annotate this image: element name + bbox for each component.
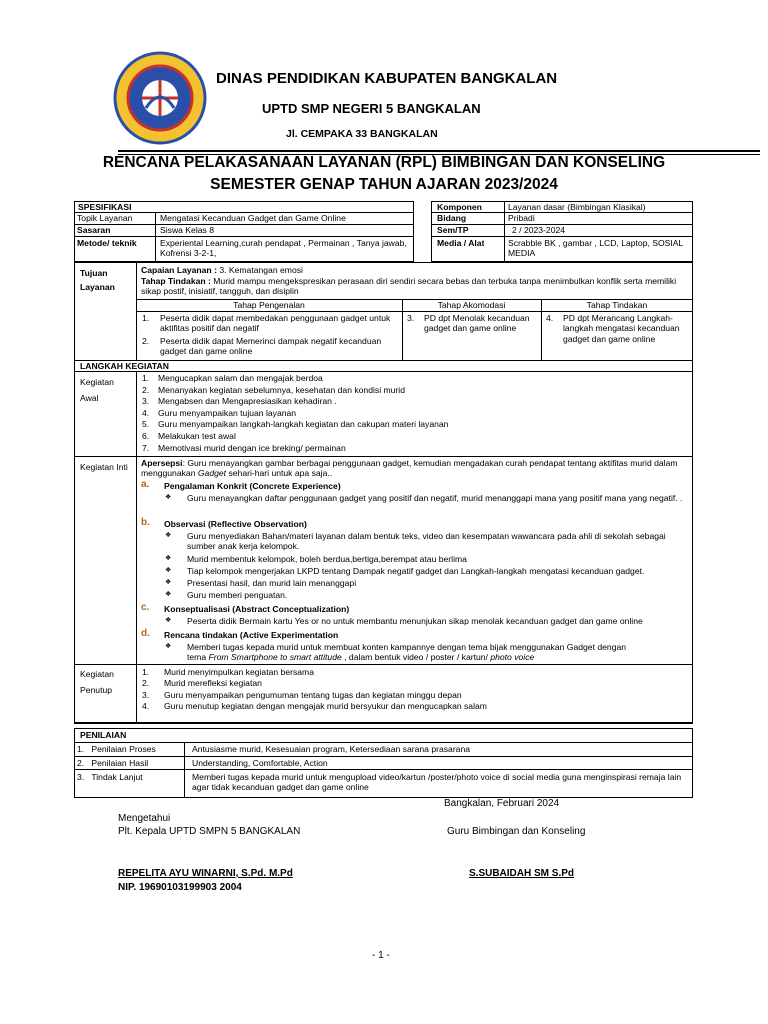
section-a-title: Pengalaman Konkrit (Concrete Experience) bbox=[164, 481, 341, 491]
list-number: 2. bbox=[142, 384, 150, 395]
metode-label: Metode/ teknik bbox=[77, 238, 137, 248]
letter-a: a. bbox=[141, 479, 150, 490]
section-c-title: Konseptualisasi (Abstract Conceptualization) bbox=[164, 604, 350, 614]
num: 1. bbox=[142, 313, 150, 323]
sasaran-value: Siswa Kelas 8 bbox=[160, 225, 214, 235]
grid-line bbox=[74, 769, 693, 770]
tujuan-label: Tujuan Layanan bbox=[80, 268, 115, 292]
grid-line bbox=[74, 756, 693, 757]
a-item-1: Guru menayangkan daftar penggunaan gadget yang positif dan negatif, murid menanggapi mana yang positif mana yang negatif. . bbox=[187, 493, 683, 503]
d-italic-1: From Smartphone to smart attitude bbox=[208, 652, 342, 663]
page-number: - 1 - bbox=[372, 950, 390, 961]
num: 3. bbox=[407, 313, 415, 323]
topik-value: Mengatasi Kecanduan Gadget dan Game Online bbox=[160, 213, 346, 223]
left-signer-name: REPELITA AYU WINARNI, S.Pd. M.Pd bbox=[118, 868, 293, 879]
right-role: Guru Bimbingan dan Konseling bbox=[447, 826, 586, 837]
diamond-bullet-icon: ❖ bbox=[165, 494, 172, 501]
awal-item: Melakukan test awal bbox=[158, 431, 236, 441]
c-item-1: Peserta didik Bermain kartu Yes or no untuk membantu menunjukan sikap menolak kecanduan gadget dan game online bbox=[187, 616, 643, 626]
diamond-bullet-icon: ❖ bbox=[165, 591, 172, 598]
tahap-tindakan-label: Tahap Tindakan : bbox=[141, 276, 211, 286]
left-role: Plt. Kepala UPTD SMPN 5 BANGKALAN bbox=[118, 826, 301, 837]
pengenalan-1: Peserta didik dapat membedakan penggunaan gadget untuk aktifitas positif dan negatif bbox=[160, 313, 391, 334]
penilaian-label: PENILAIAN bbox=[80, 730, 127, 740]
penutup-label: Kegiatan Penutup bbox=[80, 669, 114, 695]
grid-line bbox=[431, 236, 693, 237]
komponen-value: Layanan dasar (Bimbingan Klasikal) bbox=[508, 202, 646, 212]
list-number: 3. bbox=[142, 396, 150, 407]
penilaian-row1-name bbox=[77, 744, 156, 754]
list-number: 5. bbox=[142, 419, 150, 430]
semtp-label: Sem/TP bbox=[437, 225, 469, 235]
diamond-bullet-icon: ❖ bbox=[165, 617, 172, 624]
school-logo bbox=[112, 50, 208, 146]
apersepsi-body: : Guru menayangkan gambar berbagai penggunaan gadget, kemudian mengadakan curah pendapat tentang aktifitas murid dalam menggunakan bbox=[141, 458, 678, 479]
capaian-value: 3. Kematangan emosi bbox=[219, 265, 303, 275]
document-title-line2: SEMESTER GENAP TAHUN AJARAN 2023/2024 bbox=[210, 176, 558, 193]
left-signer-nip: NIP. 19690103199903 2004 bbox=[118, 882, 242, 893]
apersepsi-end: sehari-hari untuk apa saja.. bbox=[226, 468, 333, 479]
list-number: 6. bbox=[142, 431, 150, 441]
list-number: 3. bbox=[142, 689, 150, 700]
d-text-3: , dalam bentuk video / poster / kartun/ bbox=[341, 652, 491, 663]
awal-item: Menanyakan kegiatan sebelumnya, kesehatan dan kondisi murid bbox=[158, 384, 405, 395]
grid-line bbox=[74, 456, 693, 457]
diamond-bullet-icon: ❖ bbox=[165, 532, 172, 539]
media-value: Scrabble BK , gambar , LCD, Laptop, SOSIAL MEDIA bbox=[508, 238, 683, 259]
num: 2. bbox=[142, 336, 150, 346]
num: 2. bbox=[77, 758, 85, 768]
grid-line bbox=[136, 371, 137, 724]
diamond-bullet-icon: ❖ bbox=[165, 643, 172, 650]
col-tahap-pengenalan: Tahap Pengenalan bbox=[233, 300, 305, 310]
grid-line bbox=[504, 201, 505, 262]
b-item-2: Murid membentuk kelompok, boleh berdua,bertiga,berempat atau berlima bbox=[187, 554, 467, 564]
school-name: UPTD SMP NEGERI 5 BANGKALAN bbox=[262, 101, 481, 116]
penutup-item: Guru menyampaikan pengumuman tentang tugas dan kegiatan minggu depan bbox=[164, 689, 462, 700]
grid-line bbox=[74, 664, 693, 665]
semtp-value: 2 / 2023-2024 bbox=[512, 225, 566, 235]
bidang-label: Bidang bbox=[437, 213, 467, 223]
list-number: 4. bbox=[142, 407, 150, 418]
apersepsi-gadget: Gadget bbox=[197, 468, 227, 479]
inti-label: Kegiatan Inti bbox=[80, 462, 128, 472]
grid-line bbox=[155, 212, 156, 262]
metode-value: Experiental Learning,curah pendapat , Permainan , Tanya jawab, Kofrensi 3-2-1, bbox=[160, 238, 407, 259]
penilaian-row3-name bbox=[77, 772, 143, 782]
penutup-item: Murid menyimpulkan kegiatan bersama bbox=[164, 667, 314, 677]
section-b-title: Observasi (Reflective Observation) bbox=[164, 519, 307, 529]
grid-line bbox=[136, 311, 693, 312]
header-rule bbox=[118, 150, 760, 152]
num: 4. bbox=[546, 313, 554, 323]
diamond-bullet-icon: ❖ bbox=[165, 555, 172, 562]
mengetahui: Mengetahui bbox=[118, 813, 171, 824]
penilaian-row3-value: Memberi tugas kepada murid untuk mengupload video/kartun /poster/photo voice di social media guna menginspirasi remaja lain agar tidak kecanduan gadget dan game online bbox=[192, 772, 682, 793]
school-address: Jl. CEMPAKA 33 BANGKALAN bbox=[286, 128, 438, 140]
tahap-tindakan-text bbox=[141, 276, 689, 297]
apersepsi-label: Apersepsi bbox=[141, 458, 183, 468]
penilaian-row2-name bbox=[77, 758, 148, 768]
tahap-tindakan-value: Murid mampu mengekspresikan perasaan diri sendiri secara bebas dan terbuka tanpa menimbulkan konflik serta memiliki sikap postif, inisiatif, tangguh, dan disiplin bbox=[141, 276, 677, 297]
list-number: 1. bbox=[142, 667, 150, 677]
grid-line bbox=[74, 236, 414, 237]
list-number: 7. bbox=[142, 442, 150, 453]
list-number: 4. bbox=[142, 701, 150, 712]
col-tahap-akomodasi: Tahap Akomodasi bbox=[437, 300, 506, 310]
penutup-item: Murid merefleksi kegiatan bbox=[164, 678, 262, 689]
topik-label: Topik Layanan bbox=[77, 213, 133, 223]
penilaian-row2-value: Understanding, Comfortable, Action bbox=[192, 758, 328, 768]
awal-item: Memotivasi murid dengan ice breking/ permainan bbox=[158, 442, 346, 453]
tindakan-4: PD dpt Merancang Langkah-langkah mengatasi kecanduan gadget dan game online bbox=[563, 313, 680, 344]
letter-c: c. bbox=[141, 602, 150, 613]
penilaian-name: Tindak Lanjut bbox=[91, 772, 143, 782]
col-tahap-tindakan: Tahap Tindakan bbox=[586, 300, 648, 310]
bidang-value: Pribadi bbox=[508, 213, 535, 223]
penilaian-name: Penilaian Proses bbox=[91, 744, 156, 754]
d-text-2: tema bbox=[187, 652, 209, 663]
list-number: 2. bbox=[142, 678, 150, 689]
sasaran-label: Sasaran bbox=[77, 225, 111, 235]
awal-item: Guru menyampaikan langkah-langkah kegiatan dan cakupan materi layanan bbox=[158, 419, 449, 430]
diamond-bullet-icon: ❖ bbox=[165, 579, 172, 586]
penilaian-name: Penilaian Hasil bbox=[91, 758, 149, 768]
pengenalan-2: Peserta didik dapat Memerinci dampak negatif kecanduan gadget dan game online bbox=[160, 336, 382, 357]
capaian-label: Capaian Layanan : bbox=[141, 265, 217, 275]
grid-line bbox=[74, 371, 693, 372]
b-item-5: Guru memberi penguatan. bbox=[187, 590, 288, 600]
letter-d: d. bbox=[141, 628, 150, 639]
awal-label: Kegiatan Awal bbox=[80, 377, 114, 403]
document-title-line1: RENCANA PELAKASANAAN LAYANAN (RPL) BIMBINGAN DAN KONSELING bbox=[102, 154, 666, 171]
penutup-item: Guru menutup kegiatan dengan mengajak murid bersyukur dan mengucapkan salam bbox=[164, 701, 487, 712]
num: 3. bbox=[77, 772, 85, 782]
spec-label: SPESIFIKASI bbox=[78, 202, 132, 212]
place-date: Bangkalan, Februari 2024 bbox=[444, 798, 560, 809]
langkah-label: LANGKAH KEGIATAN bbox=[80, 361, 169, 371]
right-signer-name: S.SUBAIDAH SM S.Pd bbox=[469, 868, 575, 879]
grid-line bbox=[184, 742, 185, 798]
list-number: 1. bbox=[142, 373, 150, 383]
apersepsi-text bbox=[141, 458, 689, 479]
grid-line bbox=[74, 722, 693, 723]
media-label: Media / Alat bbox=[437, 238, 485, 248]
letter-b: b. bbox=[141, 517, 150, 528]
b-item-4: Presentasi hasil, dan murid lain menanggapi bbox=[187, 578, 357, 588]
awal-item: Guru menyampaikan tujuan layanan bbox=[158, 407, 297, 418]
d-italic-2: photo voice bbox=[490, 652, 535, 663]
section-d-title: Rencana tindakan (Active Experimentation bbox=[164, 630, 339, 640]
num: 1. bbox=[77, 744, 85, 754]
b-item-3: Tiap kelompok mengerjakan LKPD tentang Dampak negatif gadget dan Langkah-langkah mengatasi kecanduan gadget. bbox=[187, 566, 645, 576]
komponen-label: Komponen bbox=[437, 202, 482, 212]
awal-item: Mengucapkan salam dan mengajak berdoa bbox=[158, 373, 323, 383]
grid-line bbox=[74, 224, 414, 225]
b-item-1: Guru menyediakan Bahan/materi layanan dalam bentuk teks, video dan kesempatan wawancara pada ahli di sekolah sebagai sumber anak kerja kelompok. bbox=[187, 531, 666, 552]
d-text-1: Memberi tugas kepada murid untuk membuat konten kampannye dengan tema bijak menggunakan Gadget dengan bbox=[187, 642, 627, 652]
d-item-1 bbox=[187, 642, 687, 663]
diamond-bullet-icon: ❖ bbox=[165, 567, 172, 574]
awal-item: Mengabsen dan Mengapresiasikan kehadiran . bbox=[158, 396, 337, 407]
capaian-line bbox=[141, 265, 303, 275]
grid-line bbox=[74, 742, 693, 743]
akomodasi-3: PD dpt Menolak kecanduan gadget dan game online bbox=[424, 313, 530, 334]
agency-title: DINAS PENDIDIKAN KABUPATEN BANGKALAN bbox=[216, 70, 558, 87]
penilaian-row1-value: Antusiasme murid, Kesesuaian program, Ketersediaan sarana prasarana bbox=[192, 744, 471, 754]
